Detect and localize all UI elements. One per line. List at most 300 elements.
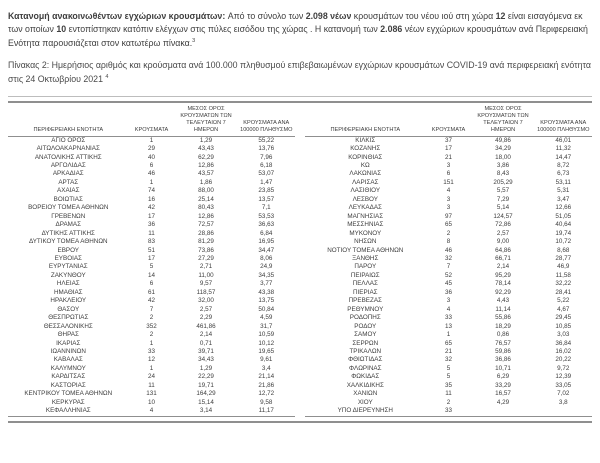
avg7-cell: 62,29 [198,153,214,161]
table-row [8,255,295,263]
table-row [8,323,295,331]
region-cell: ΚΑΣΤΟΡΙΑΣ [50,381,86,389]
table-row [305,162,592,170]
per100k-cell: 34,47 [258,246,275,254]
per100k-cell: 3,4 [261,364,271,372]
cases-cell: 42 [147,297,155,305]
cases-cell: 352 [146,322,157,330]
per100k-cell: 3,77 [260,280,273,288]
avg7-cell: 34,29 [495,145,511,153]
per100k-cell: 50,84 [258,305,275,313]
cases-cell: 17 [444,145,452,153]
per100k-cell: 51,05 [555,212,572,220]
table-row [305,221,592,229]
region-cell: ΘΕΣΠΡΩΤΙΑΣ [48,314,89,322]
per100k-cell: 9,61 [260,356,273,364]
avg7-cell: 9,00 [496,238,510,246]
table-row [305,348,592,356]
region-cell: ΚΩ [360,162,370,170]
avg7-cell: 78,14 [495,280,511,288]
avg7-cell: 88,00 [198,187,214,195]
per100k-cell: 55,22 [258,136,275,144]
cases-cell: 5 [149,263,154,271]
region-cell: ΠΕΛΛΑΣ [352,280,378,288]
region-cell: ΠΡΕΒΕΖΑΣ [348,297,382,305]
region-cell: ΑΡΚΑΔΙΑΣ [52,170,84,178]
per100k-cell: 5,22 [557,297,570,305]
header-row [305,104,592,136]
cases-cell: 33 [444,314,452,322]
per100k-cell: 13,57 [258,195,275,203]
avg7-cell: 4,43 [496,297,510,305]
table-row [8,263,295,271]
avg7-cell: 76,57 [495,339,511,347]
per100k-cell: 16,02 [555,347,572,355]
region-cell: ΑΡΤΑΣ [58,178,79,186]
table-row [8,373,295,381]
region-cell: ΧΑΝΙΩΝ [353,390,378,398]
region-cell: ΑΝΑΤΟΛΙΚΗΣ ΑΤΤΙΚΗΣ [34,153,102,161]
region-cell: ΔΡΑΜΑΣ [55,221,82,229]
table-row [8,280,295,288]
cases-cell: 17 [147,255,155,262]
per100k-cell: 5,31 [557,187,570,195]
text: κρουσμάτων του νέου ιού στη χώρα [351,11,496,21]
table-body-left [8,136,295,416]
table-row [305,263,592,271]
table-row [8,272,295,280]
cases-cell: 21 [444,153,452,161]
avg7-cell: 72,57 [198,221,214,229]
table-row [305,213,592,221]
table-row [8,382,295,390]
per100k-cell: 9,58 [260,398,273,406]
avg7-cell: 19,71 [198,381,214,389]
per100k-cell: 34,35 [258,271,275,279]
cases-cell: 11 [445,390,452,398]
cases-cell: 1 [149,136,154,144]
table-row [8,390,295,398]
table-row [8,179,295,187]
region-cell: ΡΟΔΟΥ [354,322,377,330]
table-row [305,154,592,162]
table-row [305,306,592,314]
avg7-cell: 2,29 [199,314,213,322]
per100k-cell: 28,77 [555,255,572,262]
bold-text: Κατανομή ανακοινωθέντων εγχώριων κρουσμάτων: [8,11,228,21]
region-cell: ΕΥΡΥΤΑΝΙΑΣ [48,263,88,271]
table-row [8,247,295,255]
table-row [305,399,592,407]
cases-cell: 42 [147,204,155,212]
cases-cell: 2 [446,229,451,237]
table-row [305,280,592,288]
table-row [8,365,295,373]
region-cell: ΡΕΘΥΜΝΟΥ [347,305,384,313]
per100k-cell: 1,47 [260,178,273,186]
region-cell: ΕΥΒΟΙΑΣ [54,255,82,262]
region-cell: ΙΚΑΡΙΑΣ [56,339,81,347]
region-cell: ΗΡΑΚΛΕΙΟΥ [50,297,87,305]
per100k-cell: 21,86 [258,381,275,389]
table2-caption [0,59,600,86]
avg7-cell: 2,14 [199,331,213,339]
avg7-cell: 28,86 [198,229,214,237]
per100k-cell: 3,47 [557,195,570,203]
per100k-cell: 53,53 [258,212,275,220]
cases-cell: 3 [446,297,451,305]
table-row [8,297,295,305]
avg7-cell: 0,71 [199,339,213,347]
avg7-cell: 43,57 [198,170,214,178]
text: είναι εισαγόμενα εκ των οποίων [8,11,583,35]
cases-cell: 1 [149,178,154,186]
avg7-cell: 1,29 [199,136,213,144]
cases-cell: 6 [446,170,451,178]
table2-right-half [305,104,592,417]
region-cell: ΘΕΣΣΑΛΟΝΙΚΗΣ [43,322,93,330]
avg7-cell: 3,86 [496,162,510,170]
region-cell: ΚΕΝΤΡΙΚΟΥ ΤΟΜΕΑ ΑΘΗΝΩΝ [24,390,113,398]
text: εντοπίστηκαν κατόπιν ελέγχων στις πύλες εισόδου της χώρας . Η κατανομή των [66,24,381,35]
table-row [8,340,295,348]
table-row [305,187,592,195]
cases-cell: 5 [446,364,451,372]
table-row [305,230,592,238]
cases-cell: 7 [446,263,451,271]
region-cell: ΚΟΖΑΝΗΣ [350,145,381,153]
region-cell: ΓΡΕΒΕΝΩΝ [51,212,86,220]
avg7-cell: 164,29 [196,390,216,398]
avg7-cell: 2,14 [496,263,510,271]
avg7-cell: 1,86 [199,178,213,186]
table-row [8,331,295,339]
region-cell: ΚΑΒΑΛΑΣ [53,356,83,364]
avg7-cell: 22,29 [198,373,214,381]
region-cell: ΔΥΤΙΚΗΣ ΑΤΤΙΚΗΣ [41,229,95,237]
cases-cell: 14 [147,271,155,279]
avg7-cell: 95,29 [495,271,511,279]
region-cell: ΚΑΛΥΜΝΟΥ [50,364,86,372]
region-cell: ΜΕΣΣΗΝΙΑΣ [347,221,384,229]
region-cell: ΚΟΡΙΝΘΙΑΣ [348,153,383,161]
cases-cell: 11 [148,381,155,389]
table-row [305,323,592,331]
bold-text: 12 [495,11,506,21]
per100k-cell: 13,76 [258,145,275,153]
avg7-cell: 2,57 [496,229,510,237]
avg7-cell: 2,71 [199,263,213,271]
region-cell: ΠΑΡΟΥ [354,263,377,271]
region-cell: ΘΑΣΟΥ [57,305,80,313]
avg7-cell: 8,43 [496,170,510,178]
table-row [305,170,592,178]
col-header-avg7: ΜΕΣΟΣ ΟΡΟΣ ΚΡΟΥΣΜΑΤΩΝ ΤΩΝ ΤΕΛΕΥΤΑΙΩΝ 7 ΗΜΕΡΩΝ [174,104,237,136]
region-cell: ΧΙΟΥ [357,398,373,406]
avg7-cell: 18,29 [495,322,511,330]
cases-cell: 4 [446,305,451,313]
avg7-cell: 12,86 [198,212,214,220]
table-row [305,365,592,373]
cases-cell: 37 [444,136,452,144]
region-cell: ΙΩΑΝΝΙΝΩΝ [50,347,86,355]
region-cell: ΘΗΡΑΣ [57,331,79,339]
avg7-cell: 124,57 [493,212,513,220]
avg7-cell: 80,43 [198,204,214,212]
avg7-cell: 5,57 [496,187,510,195]
cases-cell: 33 [147,347,155,355]
table-row [8,145,295,153]
table-bottom-rule [8,421,592,423]
per100k-cell: 7,1 [261,204,271,212]
avg7-cell: 1,29 [199,364,213,372]
cases-cell: 3 [446,204,451,212]
table-header-left [8,104,295,136]
avg7-cell: 15,14 [198,398,214,406]
avg7-cell: 49,86 [495,136,511,144]
region-cell: ΛΕΣΒΟΥ [352,195,378,203]
cases-cell: 4 [149,407,154,415]
table-row [305,272,592,280]
table-row [305,179,592,187]
table-row [305,407,592,416]
col-header-cases: ΚΡΟΥΣΜΑΤΑ [426,104,472,136]
cases-cell: 65 [444,221,452,229]
table-row [8,314,295,322]
avg7-cell: 7,29 [496,195,510,203]
cases-cell: 97 [444,212,452,220]
per100k-cell: 16,95 [258,238,275,246]
avg7-cell: 81,29 [198,238,214,246]
region-cell: ΡΟΔΟΠΗΣ [349,314,381,322]
region-cell: ΔΥΤΙΚΟΥ ΤΟΜΕΑ ΑΘΗΝΩΝ [28,238,108,246]
table-row [8,289,295,297]
avg7-cell: 33,29 [495,381,511,389]
avg7-cell: 18,00 [495,153,511,161]
cases-cell: 6 [149,280,154,288]
per100k-cell: 46,01 [555,136,572,144]
cases-cell: 7 [149,305,154,313]
region-cell: ΚΕΦΑΛΛΗΝΙΑΣ [45,407,91,415]
per100k-cell: 12,72 [258,390,275,398]
cases-cell: 29 [147,145,155,153]
per100k-cell: 10,12 [258,339,275,347]
region-cell: ΠΙΕΡΙΑΣ [353,288,378,296]
cases-cell: 5 [446,373,451,381]
table2-left-half [8,104,295,417]
region-cell: ΜΥΚΟΝΟΥ [349,229,382,237]
table-row [305,196,592,204]
per100k-cell: 4,59 [260,314,273,322]
table-row [8,407,295,416]
avg7-cell: 27,29 [198,255,214,262]
col-header-per100k: ΚΡΟΥΣΜΑΤΑ ΑΝΑ 100000 ΠΛΗΘΥΣΜΟ [535,104,592,136]
col-header-per100k: ΚΡΟΥΣΜΑΤΑ ΑΝΑ 100000 ΠΛΗΘΥΣΜΟ [238,104,295,136]
table-body-right [305,136,592,416]
avg7-cell: 12,86 [198,162,214,170]
avg7-cell: 9,57 [199,280,213,288]
region-cell: ΗΛΕΙΑΣ [56,280,80,288]
table-row [8,204,295,212]
text: νέων εγχώριων κρουσμάτων ανά Περιφερειακή Ενότητα παρουσιάζεται στον κατωτέρω πίνακα. [8,24,588,48]
table-row [305,373,592,381]
cases-cell: 32 [444,255,452,262]
table-row [8,136,295,145]
col-header-region: ΠΕΡΙΦΕΡΕΙΑΚΗ ΕΝΟΤΗΤΑ [8,104,129,136]
region-cell: ΕΒΡΟΥ [57,246,80,254]
table-row [305,136,592,145]
table-row [305,382,592,390]
avg7-cell: 6,29 [496,373,510,381]
per100k-cell: 4,67 [557,305,570,313]
footnote-marker: 3 [192,37,196,44]
cases-cell: 45 [444,280,452,288]
region-cell: ΑΙΤΩΛΟΑΚΑΡΝΑΝΙΑΣ [36,145,100,153]
per100k-cell: 53,11 [555,178,571,186]
per100k-cell: 6,73 [557,170,570,178]
text: Από το σύνολο των [227,11,306,21]
region-cell: ΝΗΣΩΝ [354,238,377,246]
divider-thin-rule [8,96,592,97]
cases-cell: 6 [149,162,154,170]
cases-cell: 36 [147,221,155,229]
per100k-cell [535,407,592,416]
avg7-cell: 11,14 [495,305,511,313]
region-cell: ΛΕΥΚΑΔΑΣ [348,204,382,212]
intro-paragraph [0,0,600,50]
per100k-cell: 10,72 [555,238,572,246]
cases-cell: 33 [444,407,452,415]
col-header-avg7: ΜΕΣΟΣ ΟΡΟΣ ΚΡΟΥΣΜΑΤΩΝ ΤΩΝ ΤΕΛΕΥΤΑΙΩΝ 7 ΗΜΕΡΩΝ [471,104,534,136]
avg7-cell: 43,43 [198,145,214,153]
region-cell: ΒΟΡΕΙΟΥ ΤΟΜΕΑ ΑΘΗΝΩΝ [28,204,109,212]
cases-cell: 40 [147,153,155,161]
per100k-cell: 3,03 [557,331,570,339]
avg7-cell: 461,86 [196,322,216,330]
per100k-cell: 8,68 [557,246,570,254]
region-cell: ΑΓΙΟ ΟΡΟΣ [51,136,86,144]
cases-cell: 3 [446,162,451,170]
table-row [305,314,592,322]
table2-regional-cases [8,101,592,417]
per100k-cell: 12,66 [555,204,572,212]
table-row [8,306,295,314]
per100k-cell: 13,75 [258,297,275,305]
table-row [8,221,295,229]
table-row [8,238,295,246]
table-row [305,255,592,263]
region-cell: ΧΑΛΚΙΔΙΚΗΣ [346,381,384,389]
avg7-cell: 34,43 [198,356,214,364]
region-cell: ΣΕΡΡΩΝ [352,339,379,347]
cases-cell: 11 [148,229,155,237]
per100k-cell: 3,8 [558,398,568,406]
table-row [8,196,295,204]
table-row [305,356,592,364]
per100k-cell: 6,84 [260,229,273,237]
bold-text: 2.086 [380,24,403,35]
per100k-cell: 12,39 [555,373,572,381]
table-header-right [305,104,592,136]
per100k-cell: 8,72 [557,162,570,170]
region-cell: ΑΡΓΟΛΙΔΑΣ [50,162,86,170]
per100k-cell: 36,84 [555,339,572,347]
avg7-cell: 36,86 [495,356,511,364]
region-cell: ΚΑΡΔΙΤΣΑΣ [51,373,86,381]
avg7-cell: 73,86 [198,246,214,254]
cases-cell: 12 [147,356,155,364]
cases-cell: 1 [149,339,154,347]
per100k-cell: 23,85 [258,187,275,195]
avg7-cell: 0,86 [496,331,510,339]
region-cell: ΞΑΝΘΗΣ [352,255,379,262]
table-row [305,289,592,297]
region-cell: ΠΕΙΡΑΙΩΣ [350,271,380,279]
per100k-cell: 36,63 [258,221,275,229]
cases-cell: 32 [444,356,452,364]
per100k-cell: 10,85 [555,322,572,330]
region-cell: ΒΟΙΩΤΙΑΣ [53,195,83,203]
region-cell: ΝΟΤΙΟΥ ΤΟΜΕΑ ΑΘΗΝΩΝ [327,246,404,254]
region-cell: ΦΛΩΡΙΝΑΣ [349,364,382,372]
region-cell: ΖΑΚΥΝΘΟΥ [50,271,86,279]
avg7-cell: 2,57 [199,305,213,313]
cases-cell: 21 [444,347,452,355]
per100k-cell: 21,14 [258,373,275,381]
cases-cell: 52 [444,271,452,279]
per100k-cell: 29,45 [555,314,572,322]
avg7-cell: 25,14 [198,195,214,203]
table-row [305,297,592,305]
avg7-cell: 11,00 [198,271,214,279]
col-header-cases: ΚΡΟΥΣΜΑΤΑ [129,104,175,136]
per100k-cell: 28,41 [555,288,572,296]
region-cell: ΛΑΡΙΣΑΣ [352,178,379,186]
region-cell: ΗΜΑΘΙΑΣ [53,288,83,296]
text: Πίνακας 2: Ημερήσιος αριθμός και κρούσματα ανά 100.000 πληθυσμού επιβεβαιωμένων εγχώριων κρουσμάτων COVID-19 ανά περιφερειακή ενότητα στις 24 Οκτωβρίου 2021 [8,60,591,84]
table-row [8,399,295,407]
table-row [305,145,592,153]
avg7-cell: 39,71 [198,347,214,355]
header-row [8,104,295,136]
avg7-cell: 4,29 [496,398,510,406]
cases-cell: 3 [446,195,451,203]
per100k-cell: 24,9 [260,263,273,271]
region-cell: ΚΕΡΚΥΡΑΣ [51,398,85,406]
table-row [8,162,295,170]
cases-cell: 131 [146,390,157,398]
region-cell: ΣΑΜΟΥ [354,331,377,339]
avg7-cell: 66,71 [495,255,511,262]
cases-cell: 1 [446,331,451,339]
avg7-cell [471,407,534,416]
cases-cell: 17 [147,212,155,220]
cases-cell: 46 [147,170,155,178]
per100k-cell: 10,59 [258,331,275,339]
per100k-cell: 7,02 [557,390,570,398]
avg7-cell: 16,57 [495,390,511,398]
table-row [8,356,295,364]
footnote-marker: 4 [105,73,109,80]
table-row [8,213,295,221]
per100k-cell: 19,74 [555,229,572,237]
cases-cell: 35 [444,381,452,389]
per100k-cell: 11,58 [555,271,571,279]
table-row [305,390,592,398]
per100k-cell: 46,9 [557,263,570,271]
col-header-region: ΠΕΡΙΦΕΡΕΙΑΚΗ ΕΝΟΤΗΤΑ [305,104,426,136]
cases-cell: 2 [149,314,154,322]
